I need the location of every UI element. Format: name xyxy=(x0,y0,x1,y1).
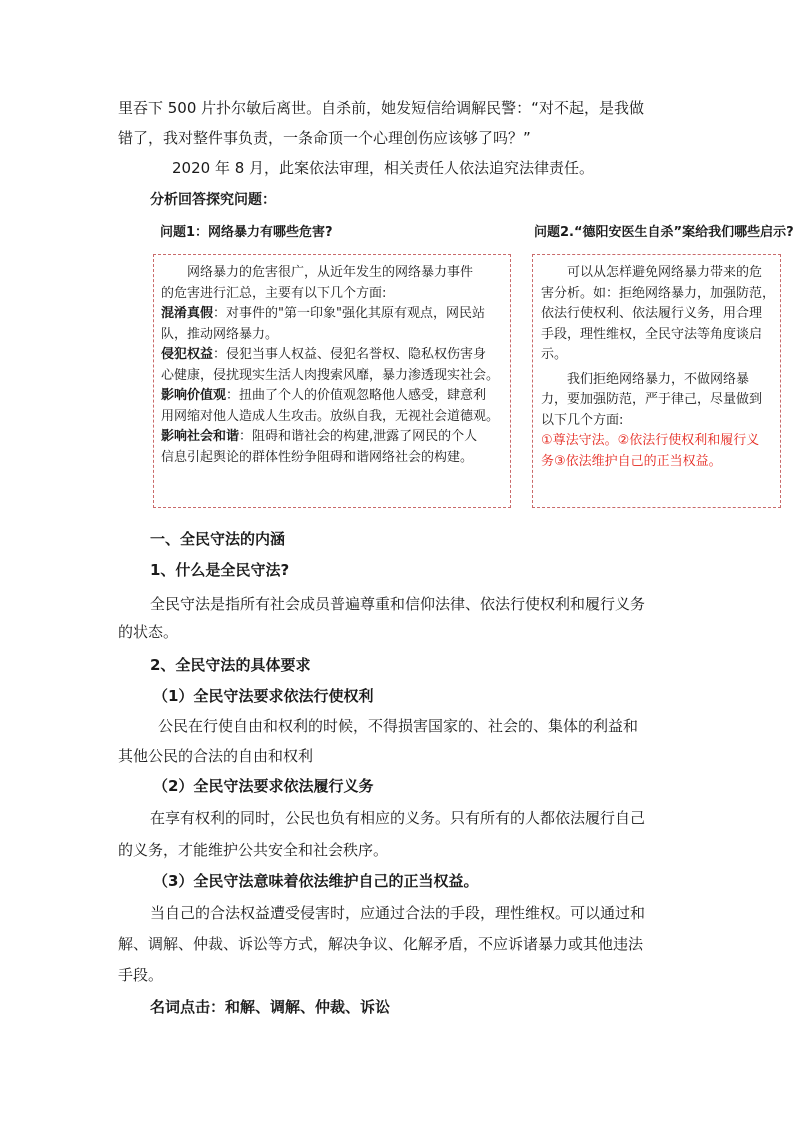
q2-line-4: 手段，理性维权，全民守法等角度谈启 xyxy=(541,326,763,342)
q1-point-2-line-2: 心健康，侵扰现实生活人肉搜索风靡，暴力渗透现实社会。 xyxy=(161,367,500,383)
q1-point-1-text: ：对事件的"第一印象"强化其原有观点，网民站 xyxy=(213,306,485,321)
q1-intro-line-1: 网络暴力的危害很广，从近年发生的网络暴力事件 xyxy=(187,265,474,280)
requirement-1-title: （1）全民守法要求依法行使权利 xyxy=(153,687,374,705)
question-1-answer-box xyxy=(153,254,511,508)
q1-point-3-line-2: 用网缩对他人造成人生攻击。放纵自我，无视社会道德观。 xyxy=(161,408,500,424)
requirement-3-title: （3）全民守法意味着依法维护自己的正当权益。 xyxy=(153,872,479,890)
q1-point-3 xyxy=(161,386,510,407)
requirement-3-line-2: 解、调解、仲裁、诉讼等方式，解决争议、化解矛盾，不应诉诸暴力或其他违法 xyxy=(118,935,644,953)
q1-intro-line-2: 的危害进行汇总，主要有以下几个方面: xyxy=(161,285,387,301)
q1-point-1 xyxy=(161,304,510,325)
definition-line-1: 全民守法是指所有社会成员普遍尊重和信仰法律、依法行使权利和履行义务 xyxy=(150,595,646,613)
question-2-title: 问题2.“德阳安医生自杀”案给我们哪些启示? xyxy=(534,225,794,240)
q2-line-2: 害分析。如：拒绝网络暴力，加强防范， xyxy=(541,285,776,301)
requirement-3-line-3: 手段。 xyxy=(118,966,164,984)
q1-point-3-text: ：扭曲了个人的价值观忽略他人感受，肆意利 xyxy=(226,388,487,403)
question-1-title: 问题1：网络暴力有哪些危害? xyxy=(160,225,333,240)
q2-highlight-line-1: ①尊法守法。②依法行使权利和履行义 xyxy=(541,433,760,448)
analysis-heading: 分析回答探究问题： xyxy=(150,192,276,208)
requirement-3-line-1: 当自己的合法权益遭受侵害时，应通过合法的手段，理性维权。可以通过和 xyxy=(150,904,646,922)
q1-point-2-text: ：侵犯当事人权益、侵犯名誉权、隐私权伤害身 xyxy=(213,347,487,362)
requirement-2-title: （2）全民守法要求依法履行义务 xyxy=(153,777,374,795)
requirement-1-line-1: 公民在行使自由和权利的时候，不得损害国家的、社会的、集体的利益和 xyxy=(158,717,639,735)
q1-point-1-label: 混淆真假 xyxy=(161,306,214,321)
q1-point-4-label: 影响社会和谐 xyxy=(161,429,240,444)
definition-line-2: 的状态。 xyxy=(118,623,179,641)
terms-line: 名词点击：和解、调解、仲裁、诉讼 xyxy=(150,998,391,1016)
subsection-2-title: 2、全民守法的具体要求 xyxy=(150,656,311,674)
intro-line-2: 错了，我对整件事负责，一条命顶一个心理创伤应该够了吗？” xyxy=(118,129,531,147)
section-title: 一、全民守法的内涵 xyxy=(150,530,286,548)
intro-line-1: 里吞下 500 片扑尔敏后离世。自杀前，她发短信给调解民警：“对不起，是我做 xyxy=(118,99,644,117)
q2-line-1: 可以从怎样避免网络暴力带来的危 xyxy=(567,265,763,280)
q1-point-2 xyxy=(161,345,510,366)
requirement-1-line-2: 其他公民的合法的自由和权利 xyxy=(118,747,314,765)
q2-line-3: 依法行使权利、依法履行义务，用合理 xyxy=(541,306,763,321)
q1-point-4-text: ：阻碍和谐社会的构建,泄露了网民的个人 xyxy=(239,429,478,444)
q1-point-4-line-2: 信息引起舆论的群体性纷争阻碍和谐网络社会的构建。 xyxy=(161,449,474,465)
question-2-answer-box xyxy=(532,254,781,508)
q1-point-4 xyxy=(161,427,510,448)
q2-line-5: 示。 xyxy=(541,347,568,362)
intro-line-3: 2020 年 8 月，此案依法审理，相关责任人依法追究法律责任。 xyxy=(172,159,595,177)
requirement-2-line-2: 的义务，才能维护公共安全和社会秩序。 xyxy=(118,841,389,859)
q2-highlight-line-2: 务③依法维护自己的正当权益。 xyxy=(541,453,722,469)
requirement-2-line-1: 在享有权利的同时，公民也负有相应的义务。只有所有的人都依法履行自己 xyxy=(150,809,646,827)
q2-line-6: 我们拒绝网络暴力，不做网络暴 xyxy=(567,371,750,387)
q1-point-1-line-2: 队，推动网络暴力。 xyxy=(161,326,279,342)
q2-line-8: 以下几个方面: xyxy=(541,412,624,428)
subsection-1-title: 1、什么是全民守法? xyxy=(150,561,290,579)
q1-point-3-label: 影响价值观 xyxy=(161,388,227,403)
q2-line-7: 力，要加强防范，严于律己，尽量做到 xyxy=(541,392,763,407)
q1-point-2-label: 侵犯权益 xyxy=(161,347,214,362)
